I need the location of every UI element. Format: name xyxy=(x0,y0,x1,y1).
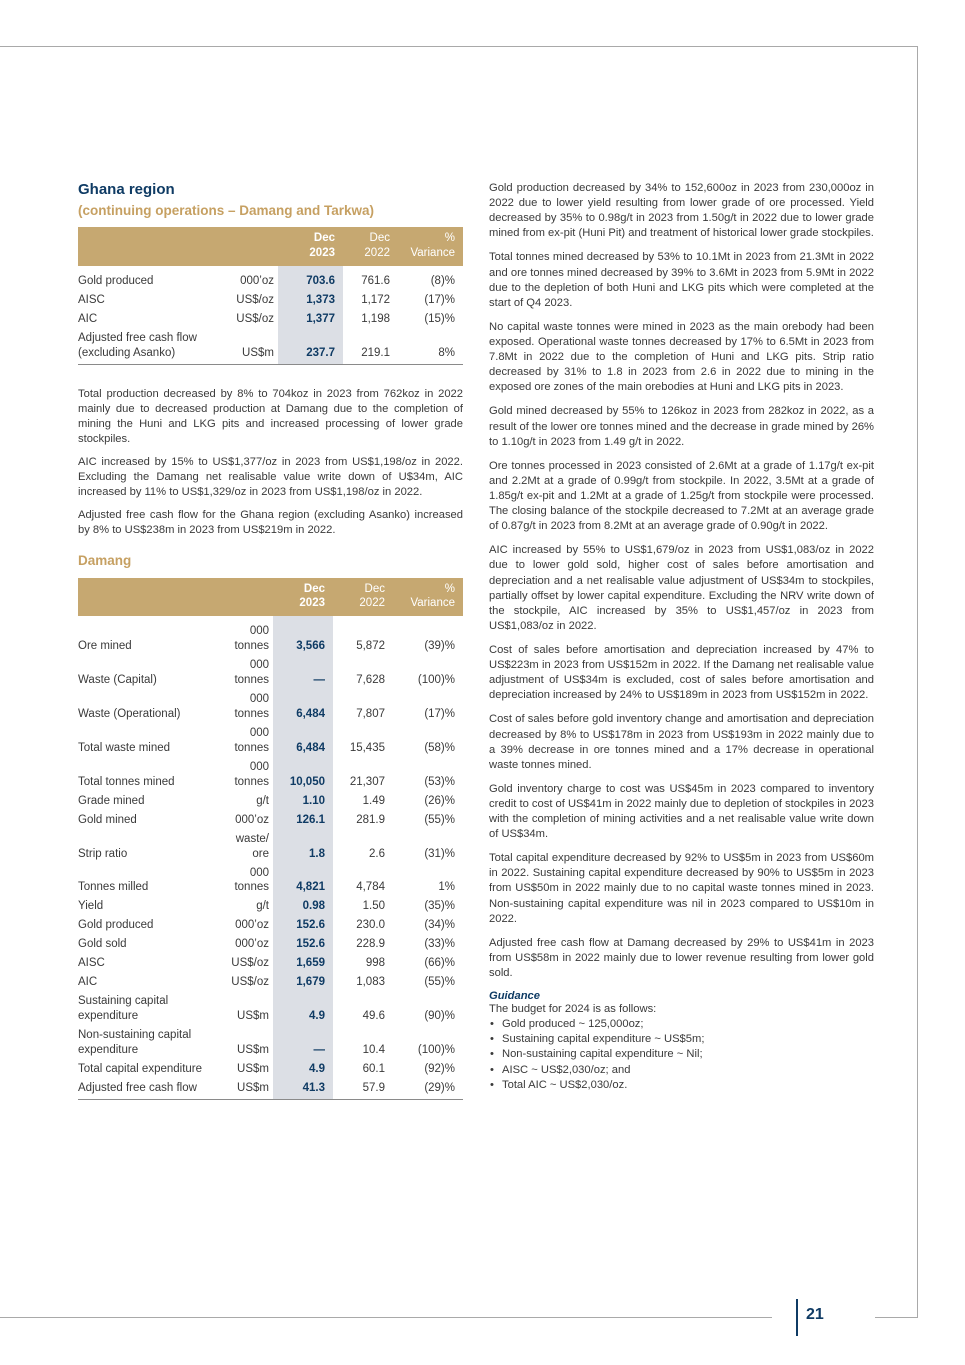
table-row xyxy=(78,811,463,830)
row-label: Waste (Operational) xyxy=(78,708,181,721)
row-label: Grade mined xyxy=(78,794,145,807)
guidance-intro: The budget for 2024 is as follows: xyxy=(489,1003,657,1016)
row-value-2022: 60.1 xyxy=(362,1062,385,1075)
row-value-2022: 219.1 xyxy=(343,329,398,364)
row-value-2023: 1.8 xyxy=(273,830,333,864)
row-value-2023: 10,050 xyxy=(273,758,333,792)
damang-table xyxy=(78,578,463,1100)
row-unit: US$m xyxy=(237,1062,269,1075)
row-variance: (15)% xyxy=(424,312,455,325)
row-value-2022: 10.4 xyxy=(362,1043,385,1056)
section-subtitle: (continuing operations – Damang and Tarkwa) xyxy=(78,203,375,218)
row-value-2023: 4,821 xyxy=(273,864,333,898)
row-label: Total capital expenditure xyxy=(78,1062,203,1075)
section-title: Ghana region xyxy=(78,181,175,198)
row-value-2023: 3,566 xyxy=(273,616,333,656)
table-row xyxy=(78,1060,463,1079)
table-row xyxy=(78,935,463,954)
row-unit: US$/oz xyxy=(236,293,274,306)
row-unit: US$/oz xyxy=(231,957,269,970)
row-value-2023: 1.10 xyxy=(273,792,333,811)
header-variance: % Variance xyxy=(393,578,463,617)
row-label: Total waste mined xyxy=(78,741,171,754)
table-row xyxy=(78,1079,463,1099)
left-column xyxy=(78,181,463,1100)
row-value-2023: 152.6 xyxy=(273,916,333,935)
paragraph: Total capital expenditure decreased by 92% to US$5m in 2023 from US$60m in 2022. Sustaining capital expenditure decreased by 90% to US$5m in 2023 from US$50m in 2022 mainly due to no capital waste tonnes mined in 2023. Non-sustaining capital expenditure was nil in 2023 compared to US$10m in 2022. xyxy=(489,852,874,925)
row-value-2022: 281.9 xyxy=(356,813,385,826)
row-value-2022: 1,172 xyxy=(361,293,390,306)
row-variance: (100)% xyxy=(417,674,455,687)
paragraph: Gold mined decreased by 55% to 126koz in 2023 from 282koz in 2022, as a result of the lower ore tonnes mined and the decrease in grade mined by 26% to 1.10g/t in 2023 from 1.49 g/t in 2022. xyxy=(489,405,874,448)
row-unit: US$m xyxy=(223,329,278,364)
row-variance: (8)% xyxy=(430,274,455,287)
page-frame-bottom-right xyxy=(875,1317,918,1318)
row-label: Gold produced xyxy=(78,919,154,932)
row-variance: (66)% xyxy=(424,957,455,970)
header-prior-year: Dec 2022 xyxy=(333,578,393,617)
row-unit: US$m xyxy=(237,1010,269,1023)
header-current-year: Dec 2023 xyxy=(273,578,333,617)
row-value-2022: 5,872 xyxy=(356,640,385,653)
guidance-item: • Sustaining capital expenditure ~ US$5m; xyxy=(489,1032,874,1047)
table-row xyxy=(78,792,463,811)
row-label: Gold mined xyxy=(78,813,137,826)
row-unit: 000 tonnes xyxy=(234,866,269,894)
row-variance: (34)% xyxy=(424,919,455,932)
row-value-2022: 7,807 xyxy=(356,708,385,721)
row-value-2022: 998 xyxy=(365,957,385,970)
ghana-region-table xyxy=(78,227,463,365)
table-row xyxy=(78,616,463,656)
guidance-item: • Total AIC ~ US$2,030/oz. xyxy=(489,1078,874,1093)
paragraph: Adjusted free cash flow at Damang decreased by 29% to US$41m in 2023 from US$58m in 2022 mainly due to lower revenue resulting from lower gold sold. xyxy=(489,936,874,980)
row-variance: (100)% xyxy=(417,1043,455,1056)
row-unit: US$m xyxy=(223,1079,273,1099)
table-row xyxy=(78,690,463,724)
row-value-2022: 228.9 xyxy=(356,938,385,951)
row-unit: 000 tonnes xyxy=(234,727,269,754)
table-row xyxy=(78,724,463,758)
page-number: 21 xyxy=(806,1306,824,1323)
row-variance: (29)% xyxy=(393,1079,463,1099)
row-variance: 1% xyxy=(438,881,455,894)
header-variance: % Variance xyxy=(398,227,463,266)
header-label-cell xyxy=(78,227,223,266)
row-value-2022: 1,083 xyxy=(356,976,385,989)
row-variance: (35)% xyxy=(424,900,455,913)
row-value-2023: 41.3 xyxy=(273,1079,333,1099)
table-row xyxy=(78,916,463,935)
row-value-2023: 703.6 xyxy=(278,266,343,291)
paragraph: Adjusted free cash flow for the Ghana region (excluding Asanko) increased by 8% to US$238m in 2023 from US$219m in 2022. xyxy=(78,509,463,537)
table-row xyxy=(78,830,463,864)
row-value-2023: — xyxy=(273,656,333,690)
row-unit: 000’oz xyxy=(235,919,269,932)
row-value-2022: 1,198 xyxy=(361,312,390,325)
table-row xyxy=(78,329,463,364)
row-variance: (58)% xyxy=(424,741,455,754)
table-header-row xyxy=(78,227,463,266)
row-label: AIC xyxy=(78,312,98,325)
row-unit: 000 tonnes xyxy=(234,659,269,687)
row-label: Ore mined xyxy=(78,640,132,653)
table-row xyxy=(78,656,463,690)
row-unit: 000’oz xyxy=(235,813,269,826)
guidance-heading: Guidance xyxy=(489,990,540,1003)
row-label: AISC xyxy=(78,293,105,306)
row-label: Adjusted free cash flow (excluding Asanko) xyxy=(78,329,223,364)
table-row xyxy=(78,897,463,916)
paragraph: Cost of sales before amortisation and depreciation increased by 47% to US$223m in 2023 from US$152m in 2022. If the Damang net realisable value adjustment of US$34m is excluded, cost of sales before amortisation and depreciation increased by 24% to US$189m in 2023 from US$152m in 2022. xyxy=(489,643,874,702)
page-frame-top xyxy=(0,46,918,47)
row-label: Adjusted free cash flow xyxy=(78,1079,223,1099)
row-value-2023: 1,679 xyxy=(273,973,333,992)
table-row xyxy=(78,291,463,310)
row-label: AISC xyxy=(78,957,105,970)
paragraph: Cost of sales before gold inventory change and amortisation and depreciation decreased by 8% to US$178m in 2023 from US$193m in 2022 mainly due to a 39% decrease in ore tonnes mined and a 17% decrease in operational waste tonnes mined. xyxy=(489,713,874,771)
row-variance: (26)% xyxy=(424,794,455,807)
row-value-2023: 1,659 xyxy=(273,954,333,973)
damang-table-body xyxy=(78,616,463,1099)
row-value-2022: 230.0 xyxy=(356,919,385,932)
row-label: AIC xyxy=(78,976,98,989)
row-label: Yield xyxy=(78,900,104,913)
row-variance: (17)% xyxy=(424,293,455,306)
table-row xyxy=(78,310,463,329)
row-label: Sustaining capital expenditure xyxy=(78,995,169,1023)
row-unit: 000 tonnes xyxy=(234,760,269,788)
header-unit-cell xyxy=(223,578,273,617)
row-unit: waste/ ore xyxy=(235,832,269,860)
row-value-2023: 4.9 xyxy=(273,1060,333,1079)
row-variance: 8% xyxy=(398,329,463,364)
row-unit: 000’oz xyxy=(240,274,274,287)
row-value-2023: 1,373 xyxy=(278,291,343,310)
row-label: Tonnes milled xyxy=(78,881,149,894)
row-value-2022: 15,435 xyxy=(349,741,385,754)
guidance-list xyxy=(489,1017,874,1093)
row-variance: (53)% xyxy=(424,775,455,788)
row-value-2023: 4.9 xyxy=(273,992,333,1026)
row-label: Total tonnes mined xyxy=(78,775,175,788)
row-variance: (39)% xyxy=(424,640,455,653)
row-value-2023: 1,377 xyxy=(278,310,343,329)
page-frame-bottom xyxy=(0,1317,772,1318)
row-value-2022: 4,784 xyxy=(356,881,385,894)
row-variance: (17)% xyxy=(424,708,455,721)
table-row xyxy=(78,864,463,898)
row-variance: (31)% xyxy=(424,847,455,860)
row-value-2022: 2.6 xyxy=(369,847,385,860)
damang-heading: Damang xyxy=(78,552,132,568)
row-label: Gold sold xyxy=(78,938,127,951)
paragraph: Gold inventory charge to cost was US$45m in 2023 compared to inventory credit to cost of US$41m in 2022 mainly due to depletion of stockpiles in 2023 with the completion of mining activities and a net realisable value write down of US$34m. xyxy=(489,782,874,841)
right-column xyxy=(489,181,874,1093)
paragraph: Total tonnes mined decreased by 53% to 10.1Mt in 2023 from 21.3Mt in 2022 and ore tonnes mined decreased by 39% to 3.6Mt in 2023 from 5.9Mt in 2022 due to the depletion of both Huni and LKG pits which were completed at the start of Q4 2023. xyxy=(489,251,874,309)
page-number-divider xyxy=(796,1299,798,1336)
row-unit: g/t xyxy=(256,900,269,913)
row-label: Strip ratio xyxy=(78,847,128,860)
row-unit: 000 tonnes xyxy=(234,693,269,721)
row-variance: (55)% xyxy=(424,976,455,989)
row-value-2023: 0.98 xyxy=(273,897,333,916)
row-label: Gold produced xyxy=(78,274,154,287)
row-value-2022: 761.6 xyxy=(361,274,390,287)
paragraph: Gold production decreased by 34% to 152,600oz in 2023 from 230,000oz in 2022 due to lower yield resulting from lower grade of ore processed. Yield decreased by 35% to 0.98g/t in 2023 from 1.50g/t in 2022 due to lower grade mined from ex-pit (Huni Pit) and treatment of historical lower grade stockpiles. xyxy=(489,182,874,240)
row-value-2022: 49.6 xyxy=(362,1010,385,1023)
row-unit: US$/oz xyxy=(236,312,274,325)
paragraph: No capital waste tonnes were mined in 2023 as the main orebody had been exposed. Operational waste tonnes decreased by 17% to 6.5Mt in 2023 from 7.8Mt in 2022 due to the completion of Huni and LKG pits. Strip ratio decreased by 31% to 1.8 in 2023 from 2.6 in 2022 due to mining in the exposed ore zones of the main orebodies at Huni and LKG pits in 2023. xyxy=(489,320,874,394)
guidance-item: • AISC ~ US$2,030/oz; and xyxy=(489,1063,874,1078)
header-prior-year: Dec 2022 xyxy=(343,227,398,266)
row-unit: US$/oz xyxy=(231,976,269,989)
row-value-2023: 237.7 xyxy=(278,329,343,364)
row-variance: (90)% xyxy=(424,1010,455,1023)
header-label-cell xyxy=(78,578,223,617)
row-value-2022: 1.49 xyxy=(362,794,385,807)
table-row xyxy=(78,266,463,291)
paragraph: AIC increased by 15% to US$1,377/oz in 2023 from US$1,198/oz in 2022. Excluding the Damang net realisable value write down of U$34m, AIC increased by 11% to US$1,329/oz in 2023 from US$1,198/oz in 2022. xyxy=(78,456,463,499)
row-value-2023: 126.1 xyxy=(273,811,333,830)
header-unit-cell xyxy=(223,227,278,266)
table-row xyxy=(78,758,463,792)
row-unit: 000’oz xyxy=(235,938,269,951)
row-value-2023: — xyxy=(273,1026,333,1060)
row-value-2023: 6,484 xyxy=(273,724,333,758)
row-unit: US$m xyxy=(237,1043,269,1056)
paragraph: Total production decreased by 8% to 704koz in 2023 from 762koz in 2022 mainly due to decreased production at Damang due to the completion of mining the Huni and LKG pits and increased processing of lower grade stockpiles. xyxy=(78,387,463,445)
header-current-year: Dec 2023 xyxy=(278,227,343,266)
ghana-commentary xyxy=(78,387,463,539)
page-frame-right xyxy=(917,46,918,1318)
row-value-2022: 57.9 xyxy=(333,1079,393,1099)
row-value-2023: 152.6 xyxy=(273,935,333,954)
paragraph: Ore tonnes processed in 2023 consisted of 2.6Mt at a grade of 1.17g/t ex-pit and 2.2Mt at a grade of 0.99g/t from stockpile. In 2022, 3.5Mt at a grade of 1.85g/t ex-pit and 1.2Mt at a grade of 1.25g/t from stockpile were processed. The closing balance of the stockpile decreased to 7.2Mt at an average grade of 0.87g/t in 2023 from 8.2Mt at an average grade of 0.90g/t in 2022. xyxy=(489,459,874,533)
table-row xyxy=(78,1026,463,1060)
row-value-2022: 1.50 xyxy=(362,900,385,913)
row-value-2022: 7,628 xyxy=(356,674,385,687)
table-row xyxy=(78,954,463,973)
row-label: Waste (Capital) xyxy=(78,674,157,687)
guidance-item: • Gold produced ~ 125,000oz; xyxy=(489,1017,874,1032)
damang-commentary xyxy=(489,181,874,981)
row-unit: g/t xyxy=(256,794,269,807)
paragraph: AIC increased by 55% to US$1,679/oz in 2023 from US$1,083/oz in 2022 due to lower gold sold, higher cost of sales before amortisation and depreciation and a net realisable value adjustment of US$34m to stockpiles, partially offset by lower capital expenditure. Excluding the NRV write down of the stockpile, AIC increased by 35% to US$1,457/oz in 2023 from US$1,083/oz in 2022. xyxy=(489,544,874,632)
table-header-row xyxy=(78,578,463,617)
table-row xyxy=(78,992,463,1026)
row-label: Non-sustaining capital expenditure xyxy=(78,1028,192,1056)
row-variance: (33)% xyxy=(424,938,455,951)
row-variance: (55)% xyxy=(424,813,455,826)
row-value-2023: 6,484 xyxy=(273,690,333,724)
row-unit: 000 tonnes xyxy=(234,625,269,653)
row-variance: (92)% xyxy=(424,1062,455,1075)
ghana-table-body xyxy=(78,266,463,364)
guidance-item: • Non-sustaining capital expenditure ~ Nil; xyxy=(489,1047,874,1062)
row-value-2022: 21,307 xyxy=(349,775,385,788)
table-row xyxy=(78,973,463,992)
